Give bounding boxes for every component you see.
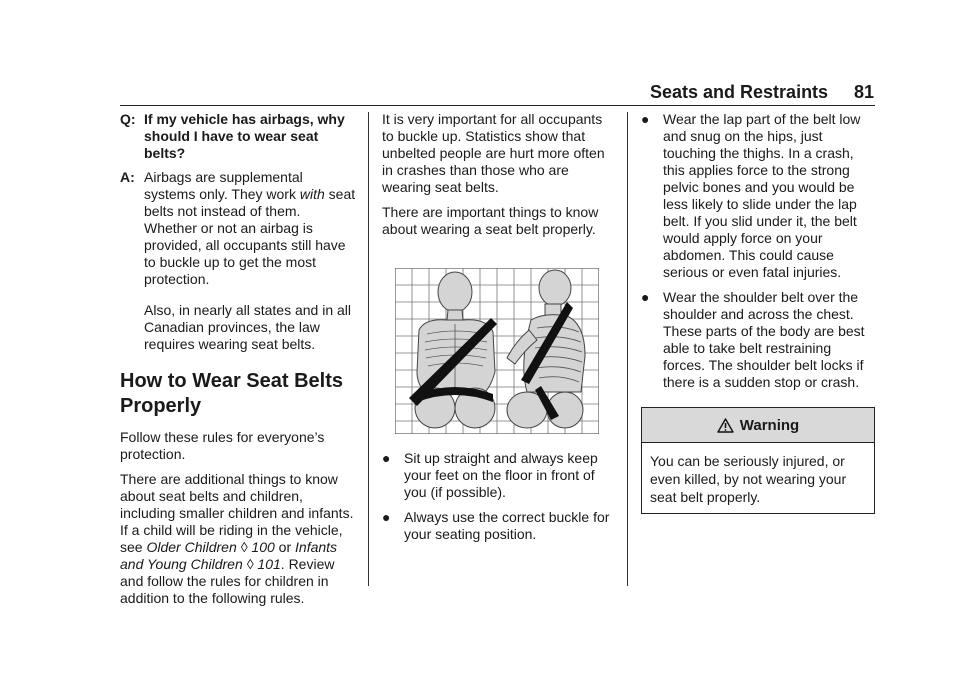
section-title: Seats and Restraints	[650, 82, 829, 102]
column-divider-2	[627, 112, 628, 586]
warning-triangle-icon	[717, 418, 734, 433]
question-label: Q:	[120, 111, 136, 127]
paragraph-things-to-know: There are important things to know about wearing a seat belt properly.	[382, 204, 599, 237]
bullet-item: ● Wear the shoulder belt over the shoulder and across the chest. These parts of the body are best able to take belt restraining forces. The shoulder belt locks if there is a sudden stop or crash.	[641, 289, 865, 390]
paragraph-importance: It is very important for all occupants to buckle up. Statistics show that unbelted people are hurt more often in crashes than those who are wearing seat belts.	[382, 111, 605, 195]
bullet-item: ● Always use the correct buckle for your seating position.	[382, 509, 610, 542]
question-block	[120, 111, 356, 162]
warning-header	[642, 408, 874, 443]
bullet-item: ● Sit up straight and always keep your feet on the floor in front of you (if possible).	[382, 450, 598, 500]
warning-text: You can be seriously injured, or even killed, by not wearing your seat belt properly.	[650, 453, 847, 505]
header-rule	[120, 105, 875, 106]
paragraph-protection: Follow these rules for everyone’s protection.	[120, 429, 325, 462]
column-2	[382, 111, 614, 551]
answer-text-2: Also, in nearly all states and in all Canadian provinces, the law requires wearing seat belts.	[144, 302, 351, 352]
column-3	[641, 111, 875, 514]
warning-title: Warning	[739, 416, 800, 434]
seat-belt-illustration	[395, 268, 599, 434]
answer-block	[120, 169, 356, 295]
page-header	[650, 82, 874, 103]
section-heading: How to Wear Seat Belts Properly	[120, 370, 344, 417]
answer-text: Airbags are supplemental systems only. They work with seat belts not instead of them. Whether or not an airbag is provided, all occupants still have to buckle up to get the most protection.	[144, 169, 356, 287]
column-1	[120, 111, 356, 615]
link-older-children[interactable]: Older Children ◊ 100	[146, 539, 275, 555]
bullet-item: ● Wear the lap part of the belt low and snug on the hips, just touching the thighs. In a crash, this applies force to the strong pelvic bones and you would be less likely to slide under the lap belt. If you slid under it, the belt would apply force on your abdomen. This could cause serious or even fatal injuries.	[641, 111, 861, 280]
page-number: 81	[853, 82, 874, 102]
answer-label: A:	[120, 169, 135, 185]
paragraph-children: There are additional things to know about seat belts and children, including smaller children and infants. If a child will be riding in the vehicle, see Older Children ◊ 100 or Infants and Young Children ◊ 101. Review and follow the rules for children in addition to the following rules.	[120, 471, 354, 606]
warning-box	[641, 407, 875, 514]
question-text: If my vehicle has airbags, why should I have to wear seat belts?	[144, 111, 345, 161]
link-infants-young-children[interactable]: Infants and Young Children ◊ 101	[120, 539, 338, 572]
column-divider-1	[368, 112, 369, 586]
